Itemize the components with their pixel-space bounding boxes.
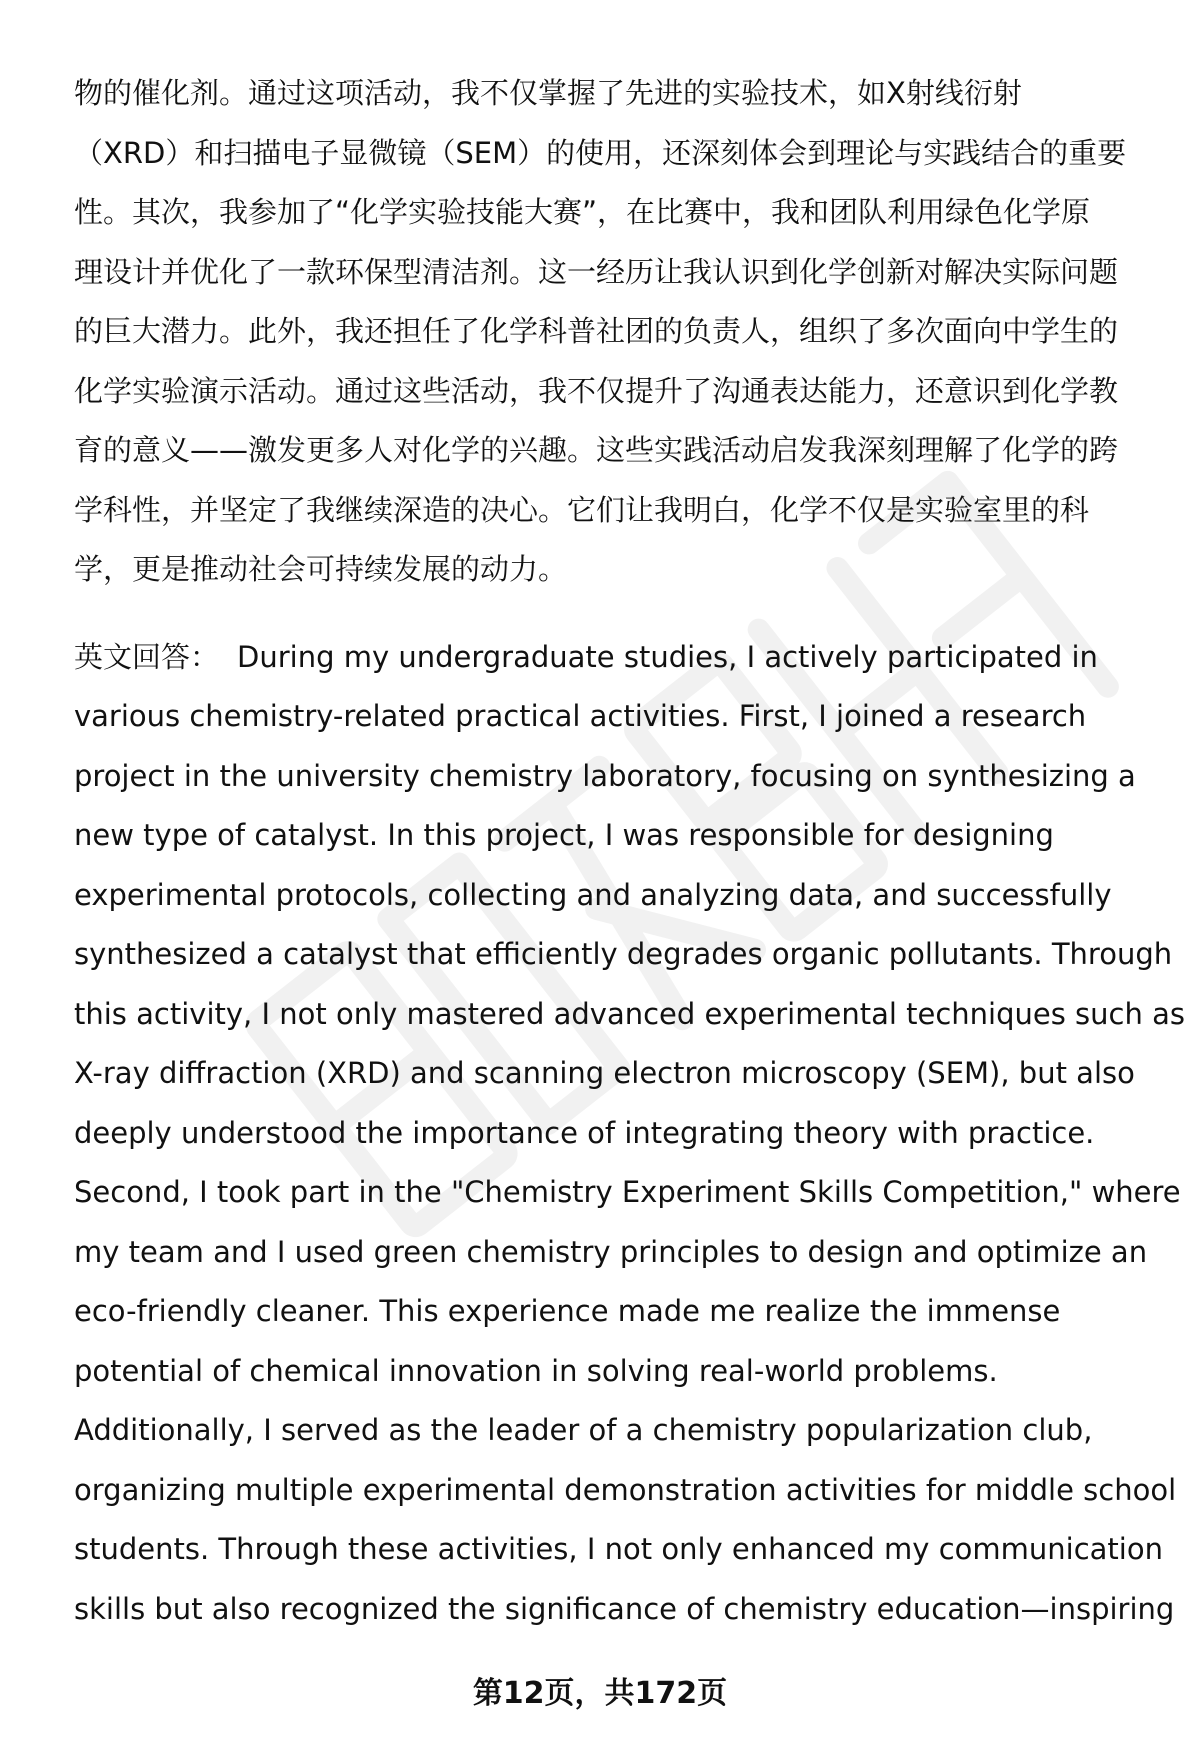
chinese-text-line: 学科性，并坚定了我继续深造的决心。它们让我明白，化学不仅是实验室里的科 [74,492,1090,527]
body-text [74,64,1185,1639]
chinese-text-line: 的巨大潜力。此外，我还担任了化学科普社团的负责人，组织了多次面向中学生的 [74,314,1119,348]
chinese-text-line: 学，更是推动社会可持续发展的动力。 [74,552,568,586]
english-text-line: X-ray diffraction (XRD) and scanning electron microscopy (SEM), but also [74,1056,1135,1090]
english-text-line: project in the university chemistry laboratory, focusing on synthesizing a [74,758,1136,793]
english-text-line: deeply understood the importance of integrating theory with practice. [74,1115,1095,1150]
page-number-footer: 第12页，共172页 [472,1676,728,1711]
english-text-line: potential of chemical innovation in solving real-world problems. [74,1353,998,1388]
chinese-text-line: 育的意义——激发更多人对化学的兴趣。这些实践活动启发我深刻理解了化学的跨 [74,433,1119,467]
paragraph-gap [74,600,1162,628]
chinese-text-line: 性。其次，我参加了“化学实验技能大赛”，在比赛中，我和团队利用绿色化学原 [74,195,1091,229]
english-text-line: various chemistry-related practical activities. First, I joined a research [74,699,1087,733]
english-answer-label: 英文回答： [74,639,220,674]
english-text-line [74,628,1162,688]
english-text-segment: During my undergraduate studies, I actively participated in [237,639,1098,674]
english-text-line: synthesized a catalyst that efficiently degrades organic pollutants. Through [74,937,1173,971]
chinese-text-line: 理设计并优化了一款环保型清洁剂。这一经历让我认识到化学创新对解决实际问题 [74,254,1119,289]
english-text-line: eco-friendly cleaner. This experience made me realize the immense [74,1294,1061,1328]
chinese-text-line: 物的催化剂。通过这项活动，我不仅掌握了先进的实验技术，如X射线衍射 [74,76,1022,110]
english-text-line: skills but also recognized the significance of chemistry education—inspiring [74,1591,1175,1626]
english-text-line: Second, I took part in the "Chemistry Experiment Skills Competition," where [74,1175,1181,1209]
chinese-text-line: （XRD）和扫描电子显微镜（SEM）的使用，还深刻体会到理论与实践结合的重要 [74,135,1127,170]
english-text-line: experimental protocols, collecting and analyzing data, and successfully [74,877,1112,912]
english-text-line: this activity, I not only mastered advanced experimental techniques such as [74,996,1185,1031]
english-text-line: Additionally, I served as the leader of a chemistry popularization club, [74,1413,1093,1447]
chinese-paragraph [74,64,1162,600]
english-text-line: organizing multiple experimental demonstration activities for middle school [74,1472,1177,1507]
english-text-line: new type of catalyst. In this project, I was responsible for designing [74,818,1054,852]
english-paragraph [74,628,1185,1640]
english-text-line: students. Through these activities, I not only enhanced my communication [74,1532,1163,1566]
chinese-text-line: 化学实验演示活动。通过这些活动，我不仅提升了沟通表达能力，还意识到化学教 [74,373,1119,408]
english-text-line: my team and I used green chemistry principles to design and optimize an [74,1234,1148,1269]
